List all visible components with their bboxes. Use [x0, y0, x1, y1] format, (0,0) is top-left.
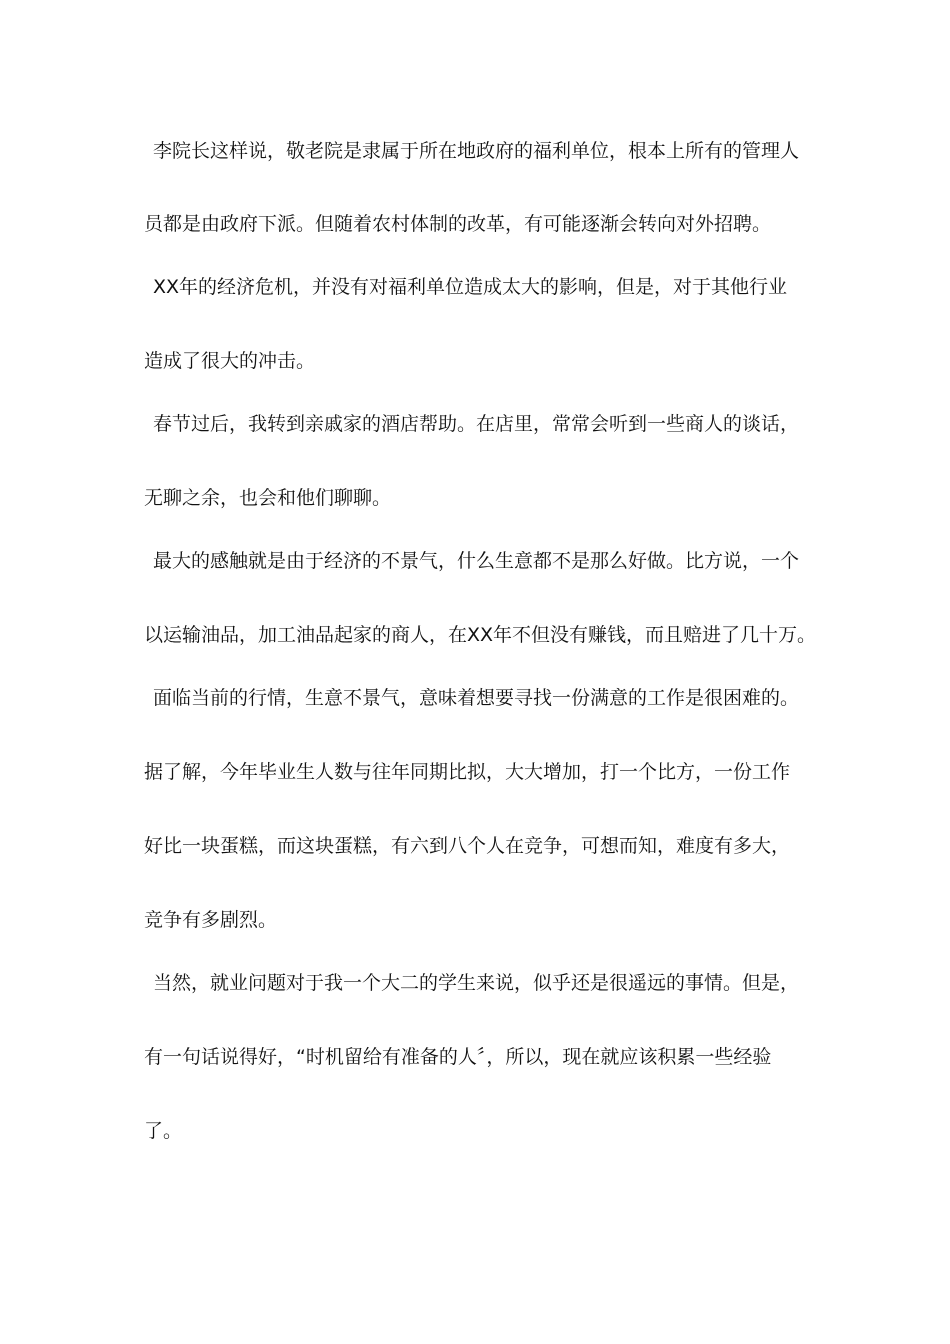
paragraph-4-line-1: 最大的感触就是由于经济的不景气，什么生意都不是那么好做。比方说，一个 [153, 550, 800, 572]
paragraph-6-line-2: 有一句话说得好，“时机留给有准备的人〞，所以，现在就应该积累一些经验 [144, 1046, 772, 1068]
paragraph-3-line-1: 春节过后，我转到亲戚家的酒店帮助。在店里，常常会听到一些商人的谈话， [153, 413, 800, 435]
paragraph-2-line-2: 造成了很大的冲击。 [144, 350, 316, 372]
paragraph-6-line-3: 了。 [144, 1120, 183, 1142]
paragraph-2-line-1: XX年的经济危机，并没有对福利单位造成太大的影响，但是，对于其他行业 [153, 276, 788, 298]
paragraph-6-line-1: 当然，就业问题对于我一个大二的学生来说，似乎还是很遥远的事情。但是， [153, 972, 800, 994]
paragraph-5-line-2: 据了解，今年毕业生人数与往年同期比拟，大大增加，打一个比方，一份工作 [144, 761, 791, 783]
paragraph-4-line-2: 以运输油品，加工油品起家的商人，在XX年不但没有赚钱，而且赔进了几十万。 [144, 624, 817, 646]
paragraph-1-line-2: 员都是由政府下派。但随着农村体制的改革，有可能逐渐会转向对外招聘。 [144, 213, 772, 235]
paragraph-1-line-1: 李院长这样说，敬老院是隶属于所在地政府的福利单位，根本上所有的管理人 [153, 140, 800, 162]
paragraph-5-line-1: 面临当前的行情，生意不景气，意味着想要寻找一份满意的工作是很困难的。 [153, 687, 800, 709]
paragraph-5-line-4: 竞争有多剧烈。 [144, 909, 278, 931]
paragraph-3-line-2: 无聊之余，也会和他们聊聊。 [144, 487, 392, 509]
paragraph-5-line-3: 好比一块蛋糕，而这块蛋糕，有六到八个人在竞争，可想而知，难度有多大， [144, 835, 791, 857]
